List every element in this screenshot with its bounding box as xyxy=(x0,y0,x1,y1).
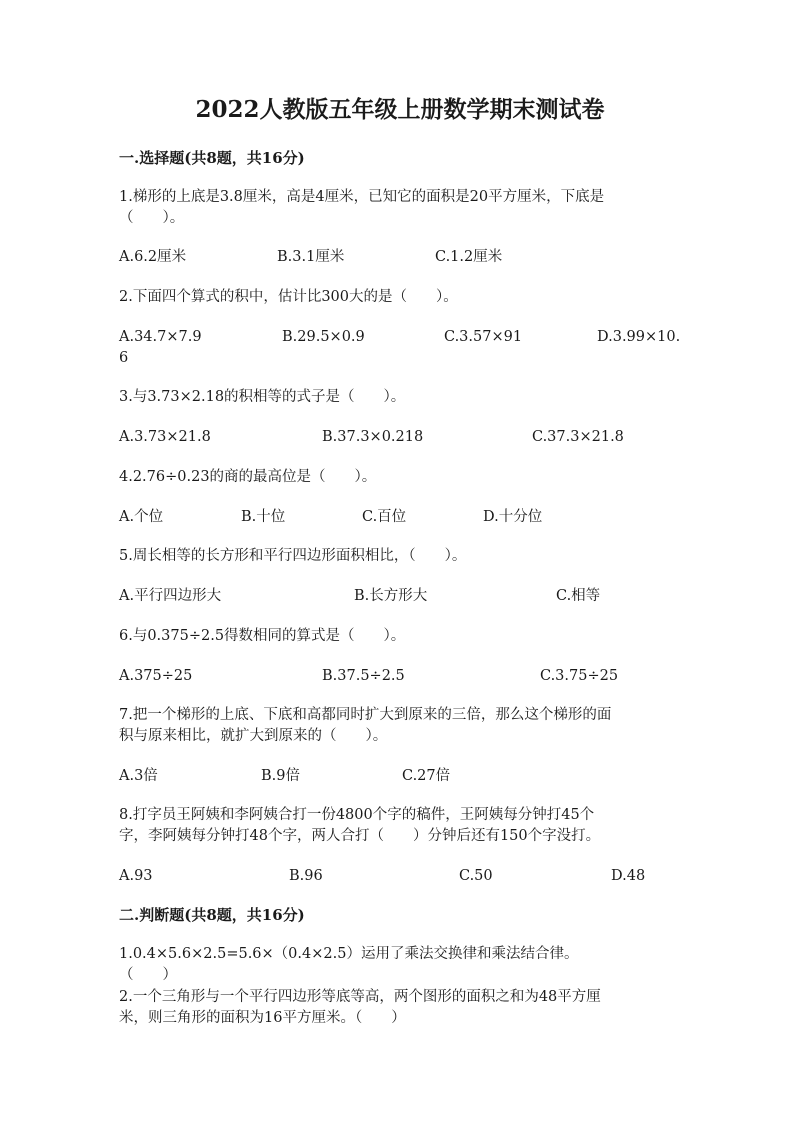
question-line: 2.下面四个算式的积中，估计比300大的是（ ）。 xyxy=(119,289,458,305)
option-a: A.93 xyxy=(119,868,153,884)
option-b: B.29.5×0.9 xyxy=(282,329,365,345)
question-4 xyxy=(119,467,689,488)
option-c: C.相等 xyxy=(556,588,601,604)
question-line: 1.0.4×5.6×2.5=5.6×（0.4×2.5）运用了乘法交换律和乘法结合律。 xyxy=(119,946,579,962)
exam-title: 2022人教版五年级上册数学期末测试卷 xyxy=(195,96,605,123)
question-line: （ ）。 xyxy=(119,210,185,226)
question-5 xyxy=(119,546,689,567)
option-c: C.3.57×91 xyxy=(444,329,523,345)
judgment-1 xyxy=(119,944,689,986)
option-b: B.96 xyxy=(289,868,323,884)
question-line: 1.梯形的上底是3.8厘米，高是4厘米，已知它的面积是20平方厘米，下底是 xyxy=(119,189,605,205)
option-d: D.48 xyxy=(611,868,646,884)
question-1 xyxy=(119,187,689,229)
option-a: A.3.73×21.8 xyxy=(119,429,211,445)
question-3 xyxy=(119,387,689,408)
option-a: A.34.7×7.9 xyxy=(119,329,202,345)
question-line: 字，李阿姨每分钟打48个字，两人合打（ ）分钟后还有150个字没打。 xyxy=(119,828,601,844)
question-line: （ ） xyxy=(119,967,177,983)
option-a: A.个位 xyxy=(119,509,164,525)
question-8 xyxy=(119,805,689,847)
question-line: 3.与3.73×2.18的积相等的式子是（ ）。 xyxy=(119,389,406,405)
option-b: B.十位 xyxy=(241,509,286,525)
option-c: C.百位 xyxy=(362,509,407,525)
option-b: B.37.5÷2.5 xyxy=(322,668,405,684)
option-b: B.9倍 xyxy=(261,768,300,784)
option-d: D.3.99×10. xyxy=(597,329,681,345)
question-line: 6.与0.375÷2.5得数相同的算式是（ ）。 xyxy=(119,628,406,644)
judgment-2 xyxy=(119,987,689,1029)
question-2 xyxy=(119,287,689,308)
option-c: C.27倍 xyxy=(402,768,451,784)
option-d: D.十分位 xyxy=(483,509,543,525)
question-line: 米，则三角形的面积为16平方厘米。（ ） xyxy=(119,1010,406,1026)
question-line: 4.2.76÷0.23的商的最高位是（ ）。 xyxy=(119,469,377,485)
question-6 xyxy=(119,626,689,647)
section-heading-judgment: 二.判断题(共8题，共16分) xyxy=(119,906,305,924)
option-a: A.3倍 xyxy=(119,768,158,784)
option-a: A.平行四边形大 xyxy=(119,588,222,604)
option-b: B.3.1厘米 xyxy=(277,249,345,265)
question-line: 8.打字员王阿姨和李阿姨合打一份4800个字的稿件，王阿姨每分钟打45个 xyxy=(119,807,595,823)
question-line: 2.一个三角形与一个平行四边形等底等高，两个图形的面积之和为48平方厘 xyxy=(119,989,601,1005)
option-c: C.1.2厘米 xyxy=(435,249,503,265)
option-b: B.37.3×0.218 xyxy=(322,429,424,445)
section-heading-choice: 一.选择题(共8题，共16分) xyxy=(119,149,305,167)
question-7 xyxy=(119,705,689,747)
option-c: C.3.75÷25 xyxy=(540,668,619,684)
question-line: 积与原来相比，就扩大到原来的（ ）。 xyxy=(119,728,388,744)
question-line: 7.把一个梯形的上底、下底和高都同时扩大到原来的三倍，那么这个梯形的面 xyxy=(119,707,612,723)
option-a: A.6.2厘米 xyxy=(119,249,187,265)
option-d-wrap: 6 xyxy=(119,350,129,366)
option-a: A.375÷25 xyxy=(119,668,193,684)
option-c: C.37.3×21.8 xyxy=(532,429,624,445)
option-c: C.50 xyxy=(459,868,493,884)
option-b: B.长方形大 xyxy=(354,588,428,604)
question-line: 5.周长相等的长方形和平行四边形面积相比，（ ）。 xyxy=(119,548,467,564)
